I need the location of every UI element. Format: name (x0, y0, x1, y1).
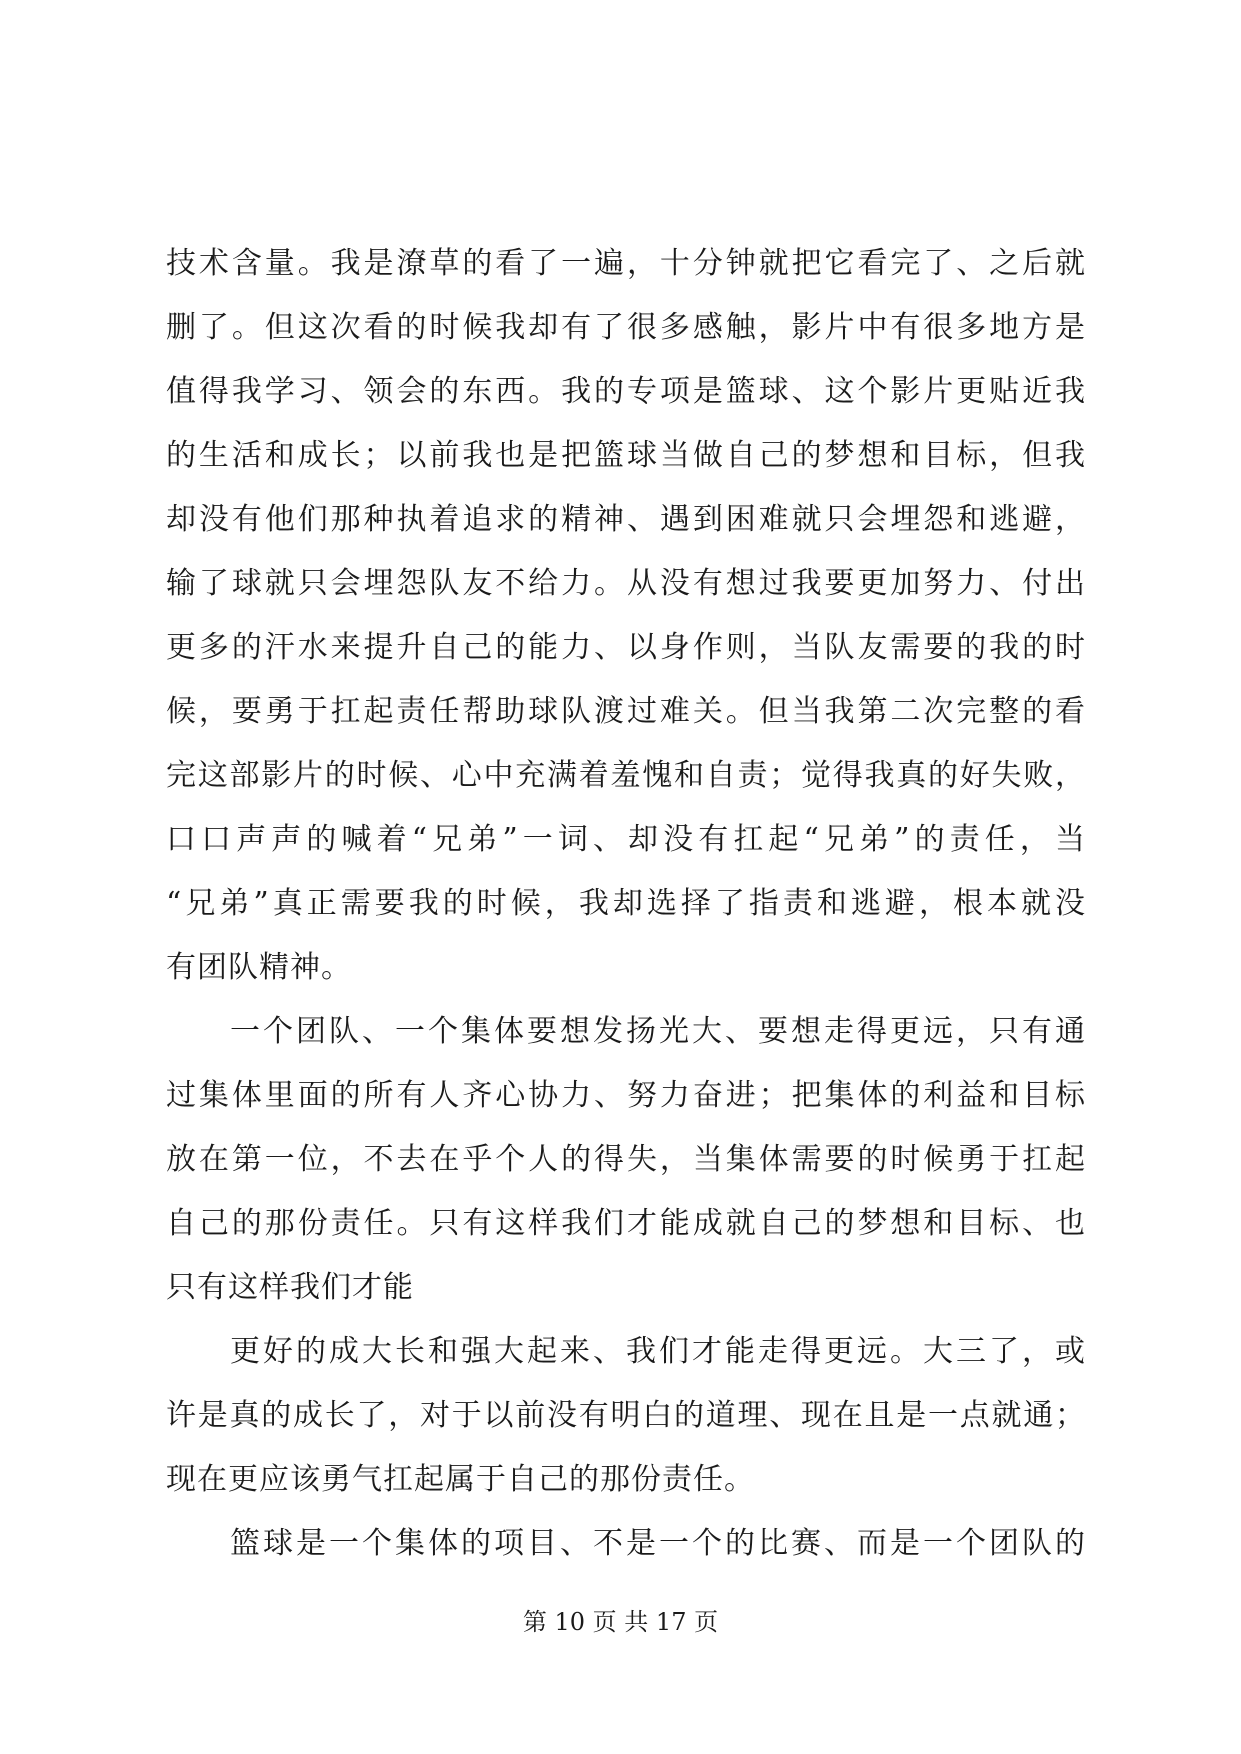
text-line: 许是真的成长了，对于以前没有明白的道理、现在且是一点就通； (166, 1398, 1086, 1433)
page-number-footer: 第 10 页 共 17 页 (522, 1608, 719, 1636)
text-line: 口口声声的喊着“兄弟”一词、却没有扛起“兄弟”的责任，当 (166, 822, 1086, 857)
text-line: 却没有他们那种执着追求的精神、遇到困难就只会埋怨和逃避， (166, 502, 1086, 537)
text-line: “兄弟”真正需要我的时候，我却选择了指责和逃避，根本就没 (166, 886, 1086, 921)
text-line: 只有这样我们才能 (166, 1270, 414, 1305)
text-line: 篮球是一个集体的项目、不是一个的比赛、而是一个团队的 (230, 1526, 1086, 1561)
text-line: 现在更应该勇气扛起属于自己的那份责任。 (166, 1462, 755, 1497)
text-line: 放在第一位，不去在乎个人的得失，当集体需要的时候勇于扛起 (166, 1142, 1086, 1177)
text-line: 值得我学习、领会的东西。我的专项是篮球、这个影片更贴近我 (166, 374, 1086, 409)
text-line: 更多的汗水来提升自己的能力、以身作则，当队友需要的我的时 (166, 630, 1086, 665)
text-line: 技术含量。我是潦草的看了一遍，十分钟就把它看完了、之后就 (166, 246, 1086, 281)
text-line: 过集体里面的所有人齐心协力、努力奋进；把集体的利益和目标 (166, 1078, 1086, 1113)
text-line: 更好的成大长和强大起来、我们才能走得更远。大三了，或 (230, 1334, 1086, 1369)
text-line: 有团队精神。 (166, 950, 352, 985)
text-line: 候，要勇于扛起责任帮助球队渡过难关。但当我第二次完整的看 (166, 694, 1086, 729)
text-line: 自己的那份责任。只有这样我们才能成就自己的梦想和目标、也 (166, 1206, 1086, 1241)
text-line: 完这部影片的时候、心中充满着羞愧和自责；觉得我真的好失败， (166, 758, 1086, 793)
text-line: 的生活和成长；以前我也是把篮球当做自己的梦想和目标，但我 (166, 438, 1086, 473)
text-line: 删了。但这次看的时候我却有了很多感触，影片中有很多地方是 (166, 310, 1086, 345)
body-text (166, 232, 1086, 1576)
text-line: 输了球就只会埋怨队友不给力。从没有想过我要更加努力、付出 (166, 566, 1086, 601)
text-line: 一个团队、一个集体要想发扬光大、要想走得更远，只有通 (230, 1014, 1086, 1049)
